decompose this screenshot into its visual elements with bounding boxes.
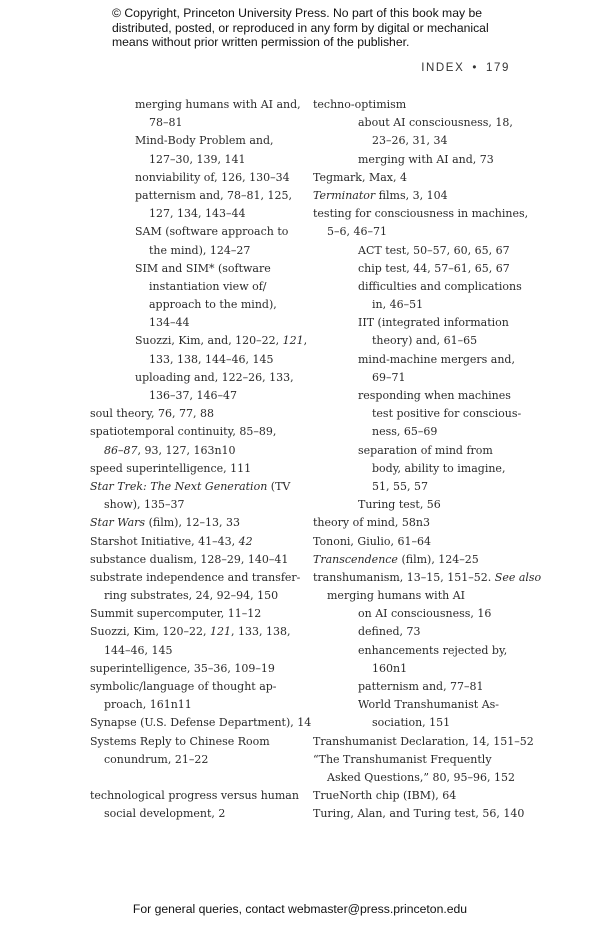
entry-text: merging with AI and, 73 <box>358 152 494 166</box>
index-subentry <box>90 751 300 769</box>
index-subentry <box>90 223 300 241</box>
index-subentry <box>313 660 523 678</box>
index-entry <box>90 714 312 732</box>
index-entry <box>313 733 534 751</box>
index-entry <box>313 751 523 769</box>
entry-text: (TV <box>267 479 291 493</box>
index-subentry <box>90 351 300 369</box>
index-subentry <box>313 696 523 714</box>
entry-text: Mind-Body Problem and, <box>135 134 274 148</box>
entry-text: 144–46, 145 <box>104 643 173 657</box>
entry-text: testing for consciousness in machines, <box>313 207 529 221</box>
index-subentry <box>313 587 523 605</box>
index-subentry <box>313 332 523 350</box>
entry-text: in, 46–51 <box>372 298 424 312</box>
index-column-right <box>313 96 542 824</box>
index-subentry <box>90 332 308 350</box>
entry-text: theory of mind, 58n3 <box>313 516 430 530</box>
entry-text: , <box>303 334 308 348</box>
entry-text: 51, 55, 57 <box>372 479 428 493</box>
index-subentry <box>313 460 523 478</box>
entry-text: SAM (software approach to <box>135 225 289 239</box>
index-subentry <box>313 714 523 732</box>
index-entry <box>90 623 300 641</box>
index-entry <box>90 605 300 623</box>
entry-text: ACT test, 50–57, 60, 65, 67 <box>358 243 510 257</box>
italic-term: Terminator <box>313 188 376 202</box>
index-subentry <box>313 369 523 387</box>
entry-text: soul theory, 76, 77, 88 <box>90 407 214 421</box>
italic-term: See also <box>494 570 542 584</box>
entry-text: 127, 134, 143–44 <box>149 207 246 221</box>
entry-text: responding when machines <box>358 389 511 402</box>
entry-text: show), 135–37 <box>104 498 185 512</box>
entry-gap <box>90 769 300 787</box>
index-entry <box>313 787 523 805</box>
index-entry <box>90 733 300 751</box>
italic-term: 121 <box>282 334 304 348</box>
index-entry <box>313 96 523 114</box>
index-subentry <box>90 587 300 605</box>
section-label: INDEX <box>421 62 465 74</box>
index-subentry <box>313 223 523 241</box>
entry-text: sociation, 151 <box>372 716 451 730</box>
entry-text: 78–81 <box>149 116 183 130</box>
entry-text: Tononi, Giulio, 61–64 <box>313 534 431 548</box>
index-subentry <box>313 296 523 314</box>
index-entry <box>313 514 523 532</box>
index-subentry <box>90 260 300 278</box>
entry-text: Turing test, 56 <box>358 498 441 512</box>
index-subentry <box>313 423 523 441</box>
entry-text: on AI consciousness, 16 <box>358 607 492 621</box>
entry-text: spatiotemporal continuity, 85–89, <box>90 425 277 439</box>
entry-text: Asked Questions,” 80, 95–96, 152 <box>327 770 515 784</box>
copyright-notice <box>112 6 532 50</box>
entry-text: chip test, 44, 57–61, 65, 67 <box>358 261 510 275</box>
index-subentry <box>313 242 523 260</box>
entry-text: Turing, Alan, and Turing test, 56, 140 <box>313 807 525 821</box>
index-entry <box>313 551 523 569</box>
entry-text: substrate independence and transfer- <box>90 570 301 584</box>
entry-text: the mind), 124–27 <box>149 243 251 257</box>
entry-text: proach, 161n11 <box>104 698 192 712</box>
entry-text: instantiation view of/ <box>149 279 267 293</box>
entry-text: ring substrates, 24, 92–94, 150 <box>104 589 279 603</box>
index-subentry <box>90 369 300 387</box>
index-column-left <box>90 96 312 824</box>
index-entry <box>90 460 300 478</box>
index-subentry <box>90 696 300 714</box>
copyright-line: distributed, posted, or reproduced in any form by digital or mechanical <box>112 20 489 35</box>
entry-text: Suozzi, Kim, 120–22, <box>90 625 210 639</box>
entry-text: uploading and, 122–26, 133, <box>135 370 294 384</box>
copyright-line: © Copyright, Princeton University Press. No part of this book may be <box>112 6 483 20</box>
italic-term: 86–87 <box>104 443 138 457</box>
entry-text: symbolic/language of thought ap- <box>90 680 277 693</box>
entry-text: 23–26, 31, 34 <box>372 134 448 148</box>
page-number: 179 <box>486 62 510 74</box>
entry-text: substance dualism, 128–29, 140–41 <box>90 552 289 566</box>
index-subentry <box>90 96 300 114</box>
running-head <box>421 62 510 74</box>
entry-text: Summit supercomputer, 11–12 <box>90 607 262 621</box>
italic-term: Transcendence <box>313 552 398 566</box>
entry-text: Transhumanist Declaration, 14, 151–52 <box>313 734 534 748</box>
entry-text: separation of mind from <box>358 443 493 457</box>
entry-text: defined, 73 <box>358 625 421 639</box>
entry-text: speed superintelligence, 111 <box>90 461 252 475</box>
entry-text: , 93, 127, 163n10 <box>137 443 236 457</box>
copyright-line: means without prior written permission of the publisher. <box>112 35 410 50</box>
entry-text: patternism and, 77–81 <box>358 680 484 693</box>
index-entry <box>90 678 300 696</box>
entry-text: Suozzi, Kim, and, 120–22, <box>135 334 283 348</box>
index-entry <box>313 169 523 187</box>
index-subentry <box>90 442 300 460</box>
entry-text: nonviability of, 126, 130–34 <box>135 170 290 184</box>
entry-text: about AI consciousness, 18, <box>358 116 513 130</box>
entry-text: enhancements rejected by, <box>358 643 508 657</box>
index-subentry <box>313 642 523 660</box>
index-subentry <box>313 442 523 460</box>
index-subentry <box>90 496 300 514</box>
italic-term: 121 <box>210 625 231 639</box>
index-subentry <box>313 623 523 641</box>
entry-text: superintelligence, 35–36, 109–19 <box>90 661 275 675</box>
index-subentry <box>313 605 523 623</box>
index-subentry <box>90 132 300 150</box>
index-subentry <box>90 205 300 223</box>
index-subentry <box>90 805 300 823</box>
entry-text: Tegmark, Max, 4 <box>313 170 407 184</box>
index-subentry <box>313 496 523 514</box>
index-subentry <box>90 314 300 332</box>
entry-text: conundrum, 21–22 <box>104 752 209 766</box>
entry-text: test positive for conscious- <box>372 407 522 421</box>
index-subentry <box>90 114 300 132</box>
index-entry <box>90 533 300 551</box>
entry-text: 136–37, 146–47 <box>149 389 237 402</box>
italic-term: 42 <box>238 534 253 548</box>
index-subentry <box>313 151 523 169</box>
index-subentry <box>313 260 523 278</box>
entry-text: 134–44 <box>149 316 190 330</box>
index-subentry <box>313 769 523 787</box>
index-subentry <box>90 642 300 660</box>
entry-text: social development, 2 <box>104 807 226 821</box>
entry-text: IIT (integrated information <box>358 316 509 330</box>
italic-term: Star Trek: The Next Generation <box>90 479 268 493</box>
separator-dot: • <box>472 62 478 74</box>
entry-text: mind-machine mergers and, <box>358 352 515 366</box>
index-subentry <box>90 278 300 296</box>
index-subentry <box>313 478 523 496</box>
index-subentry <box>313 351 523 369</box>
entry-text: approach to the mind), <box>149 298 277 312</box>
index-entry <box>90 423 300 441</box>
entry-text: World Transhumanist As- <box>358 698 500 712</box>
index-subentry <box>313 278 523 296</box>
index-entry <box>90 787 300 805</box>
entry-text: ness, 65–69 <box>372 425 438 439</box>
entry-text: TrueNorth chip (IBM), 64 <box>313 789 457 803</box>
entry-text: patternism and, 78–81, 125, <box>135 188 293 202</box>
entry-text: body, ability to imagine, <box>372 461 506 475</box>
index-subentry <box>90 387 300 405</box>
entry-text: 160n1 <box>372 661 408 675</box>
index-entry <box>313 569 542 587</box>
entry-text: 133, 138, 144–46, 145 <box>149 352 274 366</box>
index-subentry <box>90 187 300 205</box>
entry-text: technological progress versus human <box>90 789 299 803</box>
entry-text: 69–71 <box>372 370 406 384</box>
index-entry <box>90 405 300 423</box>
entry-text: merging humans with AI and, <box>135 98 301 111</box>
entry-text: merging humans with AI <box>327 589 465 603</box>
index-subentry <box>313 314 523 332</box>
index-subentry <box>90 151 300 169</box>
entry-text: Synapse (U.S. Defense Department), 14 <box>90 716 312 730</box>
entry-text: transhumanism, 13–15, 151–52. <box>313 570 495 584</box>
entry-text: , 133, 138, <box>231 625 291 639</box>
index-entry <box>90 478 300 496</box>
entry-text: (film), 124–25 <box>397 552 479 566</box>
entry-text: Systems Reply to Chinese Room <box>90 734 270 748</box>
index-entry <box>90 660 300 678</box>
italic-term: Star Wars <box>90 516 146 530</box>
index-entry <box>313 187 523 205</box>
index-subentry <box>90 296 300 314</box>
index-subentry <box>313 114 523 132</box>
index-entry <box>313 805 523 823</box>
index-entry <box>313 205 529 223</box>
index-entry <box>313 533 523 551</box>
entry-text: Starshot Initiative, 41–43, <box>90 534 239 548</box>
entry-text: SIM and SIM* (software <box>135 261 271 275</box>
entry-text: difficulties and complications <box>358 279 522 293</box>
entry-text: 127–30, 139, 141 <box>149 152 246 166</box>
index-subentry <box>313 387 523 405</box>
index-entry <box>90 551 300 569</box>
entry-text: 5–6, 46–71 <box>327 225 387 239</box>
index-subentry <box>90 169 300 187</box>
index-subentry <box>313 678 523 696</box>
index-entry <box>90 514 300 532</box>
index-subentry <box>313 405 523 423</box>
footer-contact: For general queries, contact webmaster@press.princeton.edu <box>132 902 468 916</box>
entry-text: techno-optimism <box>313 98 407 111</box>
entry-text: (film), 12–13, 33 <box>145 516 240 530</box>
index-subentry <box>90 242 300 260</box>
index-subentry <box>313 132 523 150</box>
entry-text: theory) and, 61–65 <box>372 334 478 348</box>
entry-text: “The Transhumanist Frequently <box>313 752 492 766</box>
entry-text: films, 3, 104 <box>375 188 448 202</box>
index-entry <box>90 569 300 587</box>
